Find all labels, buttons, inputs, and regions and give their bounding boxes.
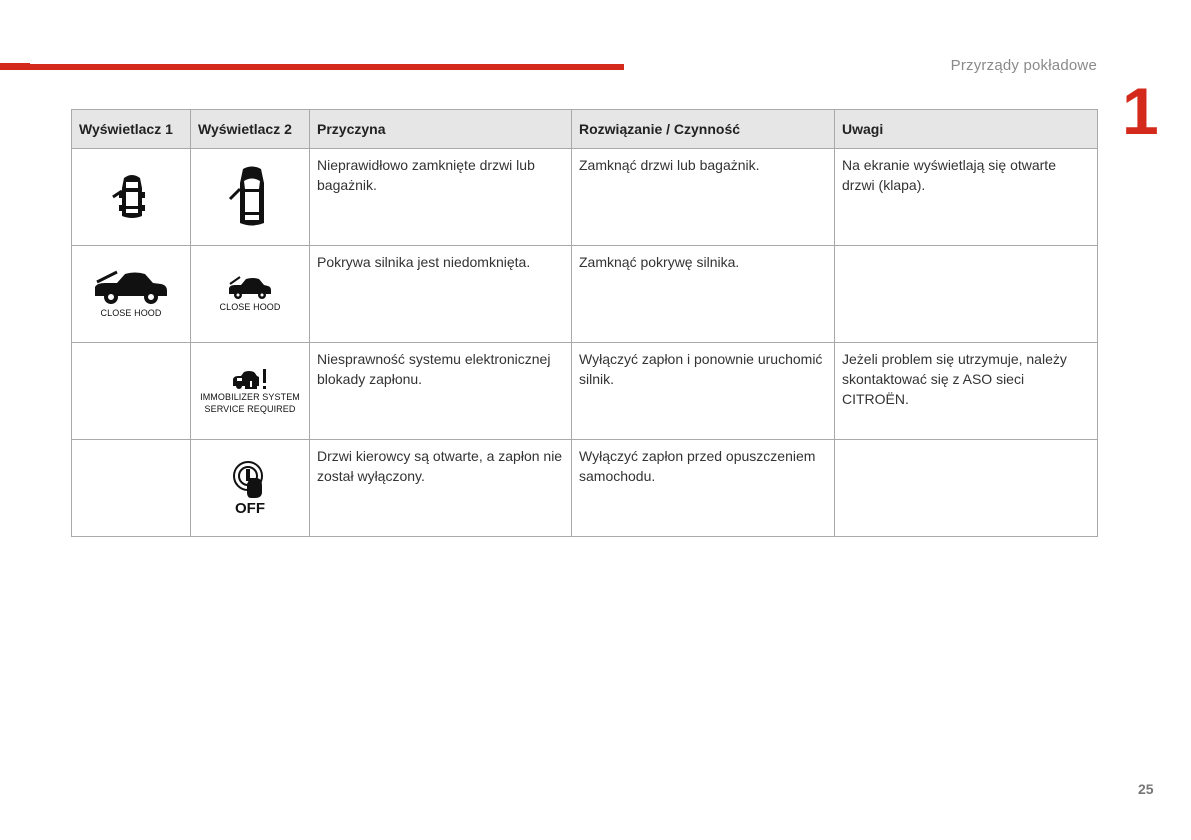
car-door-open-icon bbox=[111, 172, 151, 222]
display1-cell-empty bbox=[72, 440, 191, 537]
column-header-display1: Wyświetlacz 1 bbox=[72, 110, 191, 149]
display2-cell bbox=[191, 149, 310, 246]
display1-cell-empty bbox=[72, 343, 191, 440]
column-header-action: Rozwiązanie / Czynność bbox=[572, 110, 835, 149]
table-row bbox=[72, 149, 1098, 246]
action-cell: Wyłączyć zapłon przed opuszczeniem samochodu. bbox=[572, 440, 835, 537]
display1-cell bbox=[72, 246, 191, 343]
display2-cell bbox=[191, 246, 310, 343]
table-header-row bbox=[72, 110, 1098, 149]
page-number: 25 bbox=[1138, 781, 1154, 797]
display2-cell bbox=[191, 440, 310, 537]
table-row bbox=[72, 343, 1098, 440]
cause-cell: Nieprawidłowo zamknięte drzwi lub bagażnik. bbox=[310, 149, 572, 246]
close-hood-caption: CLOSE HOOD bbox=[219, 302, 281, 312]
off-caption: OFF bbox=[235, 499, 265, 517]
notes-cell: Jeżeli problem się utrzymuje, należy skontaktować się z ASO sieci CITROËN. bbox=[835, 343, 1098, 440]
action-cell: Zamknąć drzwi lub bagażnik. bbox=[572, 149, 835, 246]
cause-cell: Pokrywa silnika jest niedomknięta. bbox=[310, 246, 572, 343]
cause-cell: Niesprawność systemu elektronicznej blokady zapłonu. bbox=[310, 343, 572, 440]
notes-cell bbox=[835, 440, 1098, 537]
immobilizer-caption-line2: SERVICE REQUIRED bbox=[204, 404, 296, 414]
table-row bbox=[72, 246, 1098, 343]
immobilizer-caption-line1: IMMOBILIZER SYSTEM bbox=[200, 392, 300, 402]
close-hood-caption: CLOSE HOOD bbox=[100, 308, 162, 318]
warning-messages-table bbox=[71, 109, 1098, 537]
section-title: Przyrządy pokładowe bbox=[950, 57, 1097, 74]
car-hood-open-icon bbox=[226, 275, 274, 301]
column-header-display2: Wyświetlacz 2 bbox=[191, 110, 310, 149]
notes-cell: Na ekranie wyświetlają się otwarte drzwi (klapa). bbox=[835, 149, 1098, 246]
car-door-open-icon bbox=[227, 165, 273, 229]
action-cell: Zamknąć pokrywę silnika. bbox=[572, 246, 835, 343]
action-cell: Wyłączyć zapłon i ponownie uruchomić silnik. bbox=[572, 343, 835, 440]
column-header-notes: Uwagi bbox=[835, 110, 1098, 149]
table-row bbox=[72, 440, 1098, 537]
notes-cell bbox=[835, 246, 1098, 343]
ignition-off-icon bbox=[232, 460, 268, 500]
car-hood-open-icon bbox=[91, 269, 171, 307]
header-accent-bar bbox=[30, 64, 624, 70]
column-header-cause: Przyczyna bbox=[310, 110, 572, 149]
display1-cell bbox=[72, 149, 191, 246]
cause-cell: Drzwi kierowcy są otwarte, a zapłon nie został wyłączony. bbox=[310, 440, 572, 537]
immobilizer-icon bbox=[231, 367, 269, 391]
header-accent-bar-left bbox=[0, 63, 30, 70]
display2-cell bbox=[191, 343, 310, 440]
chapter-number: 1 bbox=[1122, 74, 1159, 148]
